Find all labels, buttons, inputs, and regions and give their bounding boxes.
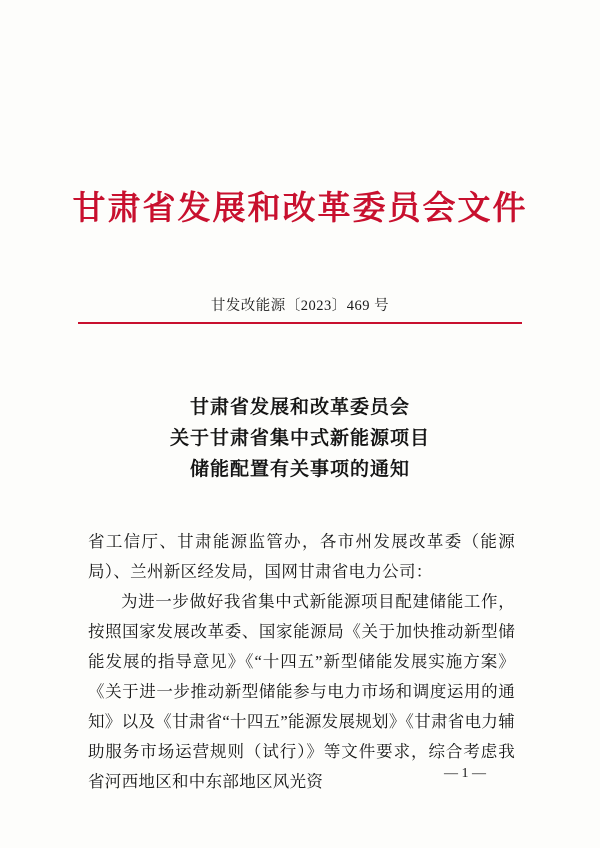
document-subject	[0, 392, 600, 485]
subject-line: 储能配置有关事项的通知	[189, 458, 410, 480]
body-paragraph: 省工信厅、甘肃能源监管办，各市州发展改革委（能源局）、兰州新区经发局，国网甘肃省电力公司：	[88, 532, 515, 581]
page-number: — 1 —	[444, 766, 486, 781]
document-title: 甘肃省发展和改革委员会文件	[72, 188, 528, 227]
document-number: 甘发改能源〔2023〕469 号	[210, 298, 390, 314]
red-divider-rule	[78, 322, 522, 324]
body-paragraph: 为进一步做好我省集中式新能源项目配建储能工作，按照国家发展改革委、国家能源局《关于加快推动新型储能发展的指导意见》《“十四五”新型储能发展实施方案》《关于进一步推动新型储能参与电力市场和调度运用的通知》以及《甘肃省“十四五”能源发展规划》《甘肃省电力辅助服务市场运营规则（试行）》等文件要求，综合考虑我省河西地区和中东部地区风光资	[88, 592, 515, 791]
subject-line: 关于甘肃省集中式新能源项目	[169, 427, 430, 449]
subject-line: 甘肃省发展和改革委员会	[189, 396, 410, 418]
document-body	[88, 527, 515, 797]
